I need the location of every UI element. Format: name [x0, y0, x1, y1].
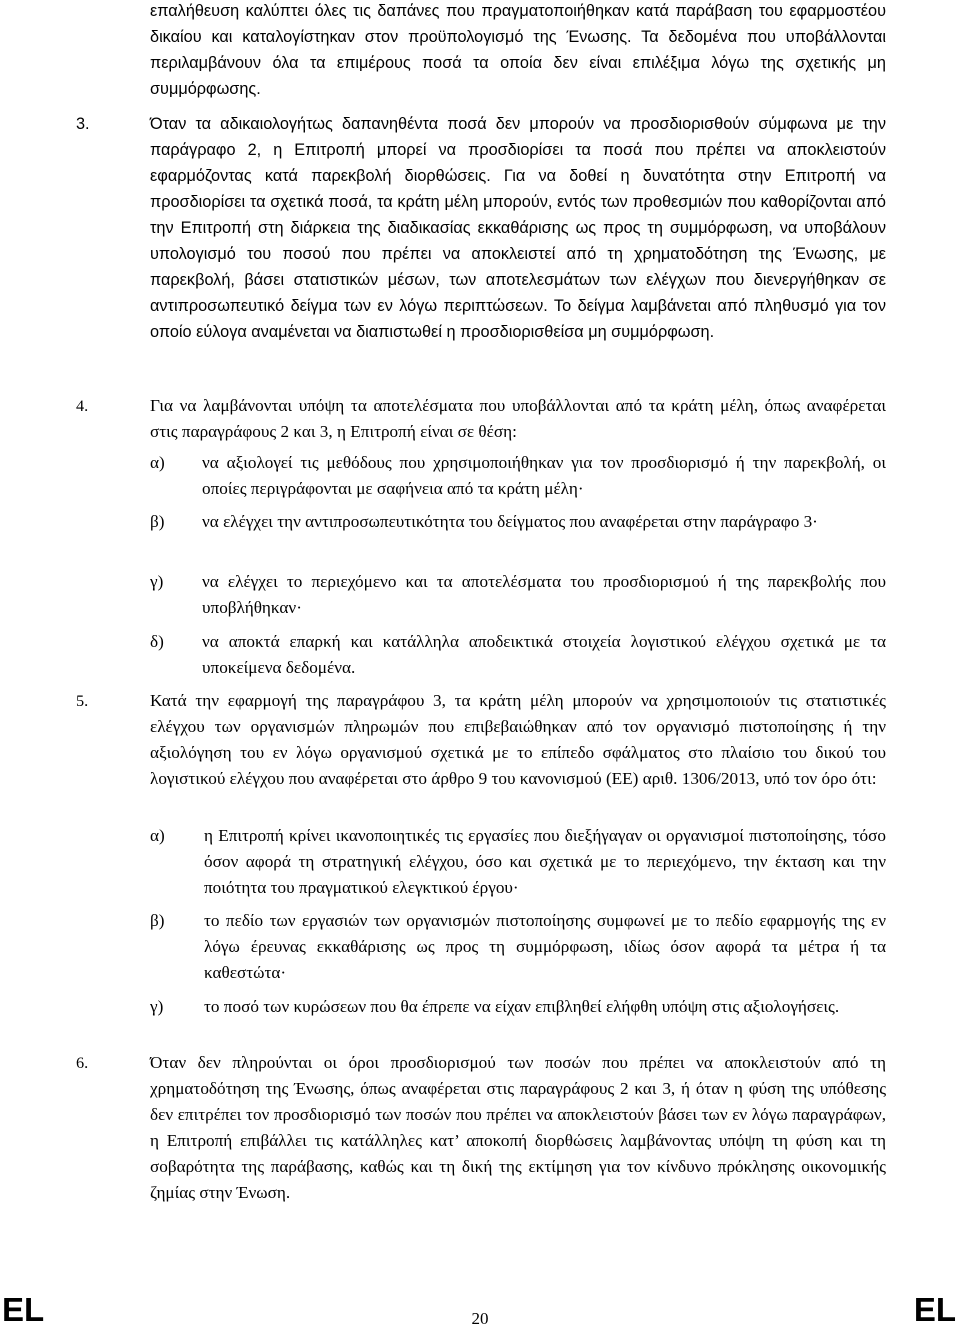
paragraph-5-number: 5.	[76, 691, 89, 710]
paragraph-5-item-text: η Επιτροπή κρίνει ικανοποιητικές τις εργασίες που διεξήγαγαν οι οργανισμοί πιστοποίησης, τόσο όσον αφορά τη στρατηγική ελέγχου, όσο και σχετικά με το περιεχόμενο, την έκταση και την ποιότητα του πραγματικού ελεγκτικού έργου·	[204, 826, 886, 897]
page-number: 20	[471, 1309, 489, 1328]
paragraph-5-intro: Κατά την εφαρμογή της παραγράφου 3, τα κράτη μέλη μπορούν να χρησιμοποιούν τις στατιστικές ελέγχου των οργανισμών πληρωμών που επιβεβαιώθηκαν από τον οργανισμό πιστοποίησης ή την αξιολόγηση του εν λόγω οργανισμού σχετικά με το επίπεδο σφάλματος στο πλαίσιο του δικού του λογιστικού ελέγχου που αναφέρεται στο άρθρο 9 του κανονισμού (ΕΕ) αριθ. 1306/2013, υπό τον όρο ότι:	[150, 691, 886, 788]
paragraph-5-item-label: α)	[150, 826, 165, 845]
paragraph-4-item-label: α)	[150, 453, 165, 472]
paragraph-4-item-label: γ)	[150, 572, 164, 591]
paragraph-4-item-text: να ελέγχει το περιεχόμενο και τα αποτελέσματα του προσδιορισμού ή της παρεκβολής που υποβλήθηκαν·	[202, 572, 886, 617]
paragraph-4-number: 4.	[76, 396, 89, 415]
paragraph-5-item-text: το ποσό των κυρώσεων που θα έπρεπε να είχαν επιβληθεί ελήφθη υπόψη στις αξιολογήσεις.	[204, 997, 840, 1016]
paragraph-5-item-label: β)	[150, 911, 165, 930]
paragraph-6-number: 6.	[76, 1053, 89, 1072]
paragraph-4-item-text: να αξιολογεί τις μεθόδους που χρησιμοποιήθηκαν για τον προσδιορισμό ή την παρεκβολή, οι οποίες περιγράφονται με σαφήνεια από τα κράτη μέλη·	[202, 453, 886, 498]
paragraph-4-item-label: δ)	[150, 632, 164, 651]
paragraph-3-number: 3.	[76, 115, 90, 133]
paragraph-4-item-label: β)	[150, 512, 165, 531]
paragraph-5-item-text: το πεδίο των εργασιών των οργανισμών πιστοποίησης συμφωνεί με το πεδίο εφαρμογής της εν λόγω έρευνας εκκαθάρισης ως προς τη συμμόρφωση, ιδίως όσον αφορά τα μέτρα ή τα καθεστώτα·	[204, 911, 886, 982]
paragraph-4-item-text: να ελέγχει την αντιπροσωπευτικότητα του δείγματος που αναφέρεται στην παράγραφο 3·	[202, 512, 818, 531]
footer-language-left: EL	[2, 1291, 45, 1328]
paragraph-2-continuation: επαλήθευση καλύπτει όλες τις δαπάνες που πραγματοποιήθηκαν κατά παράβαση του εφαρμοστέου δικαίου και καταλογίστηκαν στον προϋπολογισμό της Ένωσης. Τα δεδομένα που υποβάλλονται περιλαμβάνουν όλα τα επιμέρους ποσά τα οποία δεν είναι επιλέξιμα λόγω της σχετικής μη συμμόρφωσης.	[150, 2, 886, 98]
paragraph-4-intro: Για να λαμβάνονται υπόψη τα αποτελέσματα που υποβάλλονται από τα κράτη μέλη, όπως αναφέρεται στις παραγράφους 2 και 3, η Επιτροπή είναι σε θέση:	[150, 396, 886, 441]
paragraph-4-item-text: να αποκτά επαρκή και κατάλληλα αποδεικτικά στοιχεία λογιστικού ελέγχου σχετικά με τα υποκείμενα δεδομένα.	[202, 632, 886, 677]
paragraph-5-item-label: γ)	[150, 997, 164, 1016]
paragraph-3-text: Όταν τα αδικαιολογήτως δαπανηθέντα ποσά δεν μπορούν να προσδιορισθούν σύμφωνα με την παράγραφο 2, η Επιτροπή μπορεί να προσδιορίσει τα ποσά που πρέπει να αποκλειστούν εφαρμόζοντας κατά παρεκβολή διορθώσεις. Για να δοθεί η δυνατότητα στην Επιτροπή να προσδιορίσει τα σχετικά ποσά, τα κράτη μέλη μπορούν, εντός των προθεσμιών που καθορίζονται από την Επιτροπή στη διάρκεια της διαδικασίας εκκαθάρισης ως προς τη συμμόρφωση, να υποβάλουν υπολογισμό του ποσού που πρέπει να αποκλειστεί από τη χρηματοδότηση της Ένωσης, με παρεκβολή, βάσει στατιστικών μέσων, των αποτελεσμάτων των ελέγχων που διενεργήθηκαν σε αντιπροσωπευτικό δείγμα των εν λόγω περιπτώσεων. Το δείγμα λαμβάνεται από πληθυσμό για τον οποίο εύλογα αναμένεται να διαπιστωθεί η προσδιορισθείσα μη συμμόρφωση.	[150, 115, 886, 341]
paragraph-6-text: Όταν δεν πληρούνται οι όροι προσδιορισμού των ποσών που πρέπει να αποκλειστούν από τη χρηματοδότηση της Ένωσης, όπως αναφέρεται στις παραγράφους 2 και 3, ή όταν η φύση της υπόθεσης δεν επιτρέπει τον προσδιορισμό των ποσών που πρέπει να αποκλειστούν βάσει των εν λόγω παραγράφων, η Επιτροπή επιβάλλει τις κατάλληλες κατ’ αποκοπή διορθώσεις λαμβάνοντας υπόψη τη φύση και τη σοβαρότητα της παράβασης, καθώς και τη δική της εκτίμηση για τον κίνδυνο πρόκλησης οικονομικής ζημίας στην Ένωση.	[150, 1053, 886, 1202]
footer-language-right: EL	[913, 1291, 956, 1328]
